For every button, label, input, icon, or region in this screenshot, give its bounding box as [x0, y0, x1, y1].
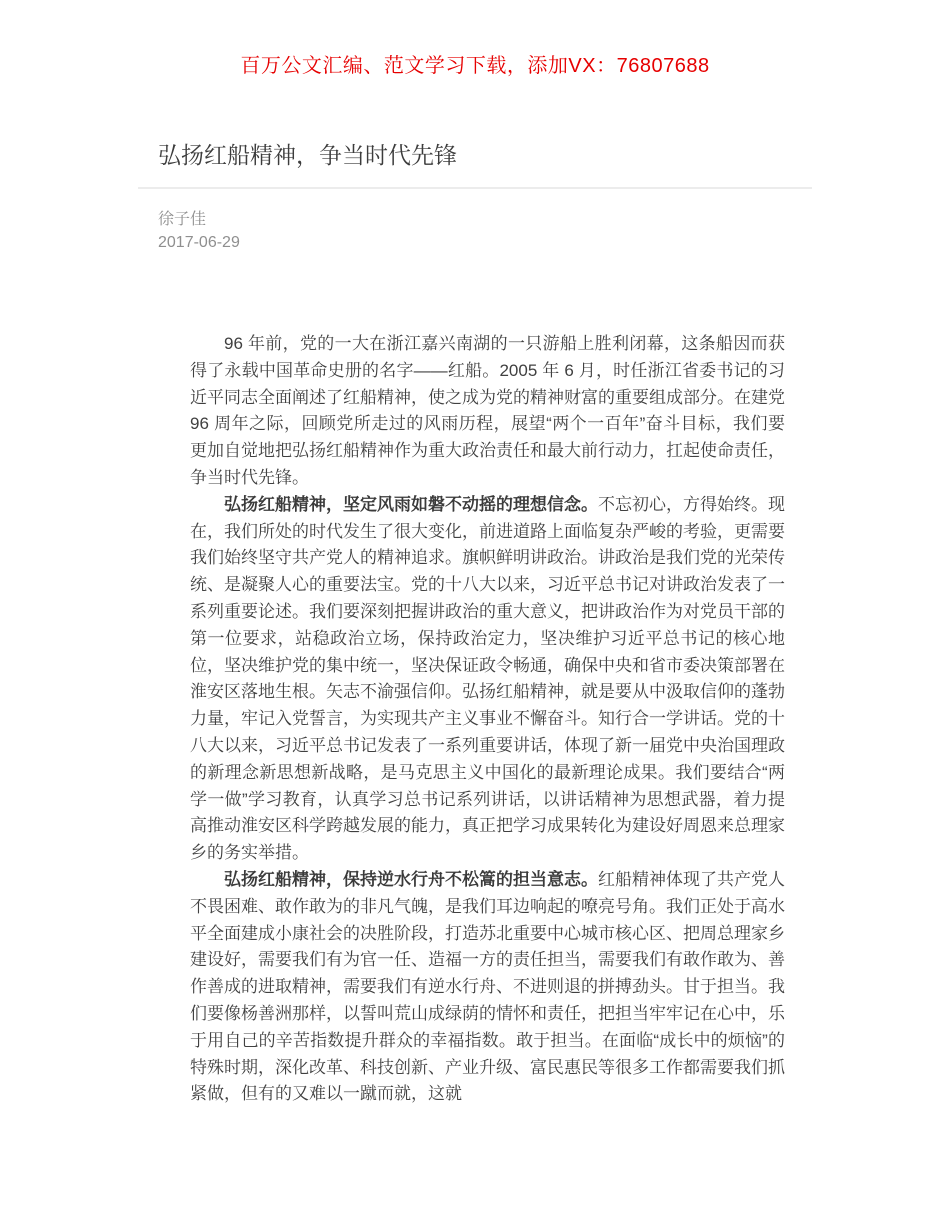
- author-name: 徐子佳: [158, 211, 207, 228]
- paragraph-lead: 弘扬红船精神，保持逆水行舟不松篙的担当意志。: [224, 869, 598, 889]
- paragraph-lead: 弘扬红船精神，坚定风雨如磐不动摇的理想信念。: [224, 494, 598, 514]
- promo-banner-text: 百万公文汇编、范文学习下载，添加VX：76807688: [240, 55, 710, 77]
- paragraph-text: 红船精神体现了共产党人不畏困难、敢作敢为的非凡气魄，是我们耳边响起的嘹亮号角。我们正处于高水平全面建成小康社会的决胜阶段，打造苏北重要中心城市核心区、把周总理家乡建设好，需要我们有为官一任、造福一方的责任担当，需要我们有敢作敢为、善作善成的进取精神，需要我们有逆水行舟、不进则退的拼搏劲头。甘于担当。我们要像杨善洲那样，以誓叫荒山成绿荫的情怀和责任，把担当牢牢记在心中，乐于用自己的辛苦指数提升群众的幸福指数。敢于担当。在面临“成长中的烦恼”的特殊时期，深化改革、科技创新、产业升级、富民惠民等很多工作都需要我们抓紧做，但有的又难以一蹴而就，这就: [190, 869, 785, 1104]
- paragraph: [190, 867, 785, 1108]
- paragraph: [190, 331, 785, 492]
- article-meta: [138, 189, 812, 254]
- paragraph-text: 96 年前，党的一大在浙江嘉兴南湖的一只游船上胜利闭幕，这条船因而获得了永载中国革命史册的名字——红船。2005 年 6 月，时任浙江省委书记的习近平同志全面阐述了红船精神，使之成为党的精神财富的重要组成部分。在建党 96 周年之际，回顾党所走过的风雨历程，展望“两个一百年”奋斗目标，我们要更加自觉地把弘扬红船精神作为重大政治责任和最大前行动力，扛起使命责任，争当时代先锋。: [190, 334, 785, 487]
- paragraph: [190, 492, 785, 867]
- title-block: [138, 80, 812, 170]
- article-body: [190, 331, 785, 1108]
- article-container: [138, 80, 812, 1108]
- publish-date: 2017-06-29: [158, 234, 240, 251]
- paragraph-text: 不忘初心，方得始终。现在，我们所处的时代发生了很大变化，前进道路上面临复杂严峻的考验，更需要我们始终坚守共产党人的精神追求。旗帜鲜明讲政治。讲政治是我们党的光荣传统、是凝聚人心的重要法宝。党的十八大以来，习近平总书记对讲政治发表了一系列重要论述。我们要深刻把握讲政治的重大意义，把讲政治作为对党员干部的第一位要求，站稳政治立场，保持政治定力，坚决维护习近平总书记的核心地位，坚决维护党的集中统一，坚决保证政令畅通，确保中央和省市委决策部署在淮安区落地生根。矢志不渝强信仰。弘扬红船精神，就是要从中汲取信仰的蓬勃力量，牢记入党誓言，为实现共产主义事业不懈奋斗。知行合一学讲话。党的十八大以来，习近平总书记发表了一系列重要讲话，体现了新一届党中央治国理政的新理念新思想新战略，是马克思主义中国化的最新理论成果。我们要结合“两学一做”学习教育，认真学习总书记系列讲话，以讲话精神为思想武器，着力提高推动淮安区科学跨越发展的能力，真正把学习成果转化为建设好周恩来总理家乡的务实举措。: [190, 494, 785, 863]
- page-title: 弘扬红船精神，争当时代先锋: [158, 142, 457, 168]
